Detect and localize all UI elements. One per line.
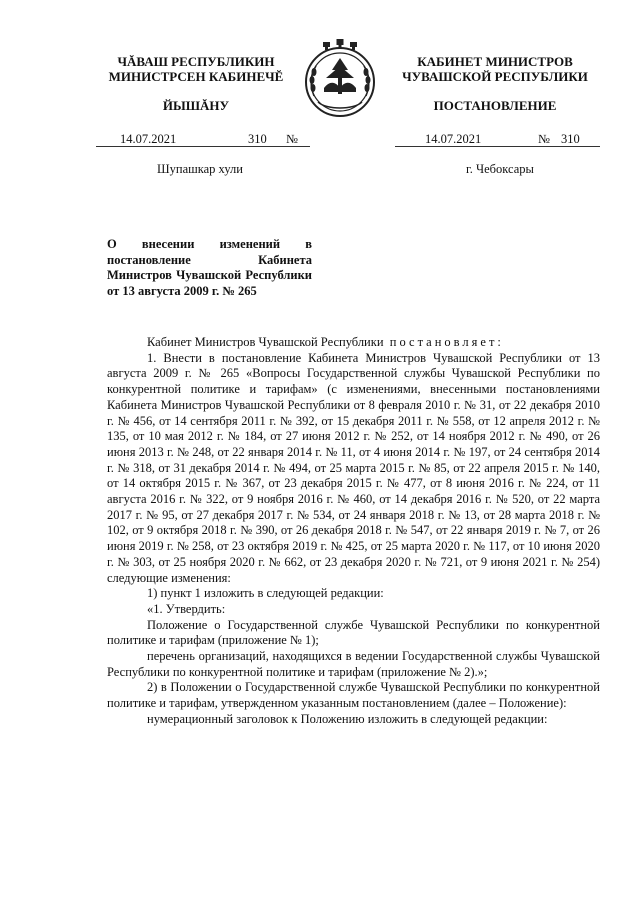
document-body [107, 335, 600, 728]
paragraph-2: 1) пункт 1 изложить в следующей редакции: [147, 586, 384, 601]
right-doctype: ПОСТАНОВЛЕНИЕ [433, 98, 557, 113]
right-org-name [390, 54, 600, 84]
intro-text: Кабинет Министров Чувашской Республики [147, 335, 384, 349]
left-org-line1: ЧĂВАШ РЕСПУБЛИКИН [117, 54, 275, 69]
right-org-line2: ЧУВАШСКОЙ РЕСПУБЛИКИ [402, 69, 588, 84]
paragraph-7: нумерационный заголовок к Положению изложить в следующей редакции: [147, 711, 548, 726]
document-title: О внесении изменений в постановление Кабинета Министров Чувашской Республики от 13 августа 2009 г. № 265 [107, 237, 312, 298]
paragraph-4: Положение о Государственной службе Чувашской Республики по конкурентной политике и тарифам (приложение № 1); [107, 617, 600, 648]
intro-verb: постановляет: [389, 335, 504, 349]
right-city: г. Чебоксары [466, 162, 534, 176]
right-number: 310 [561, 132, 580, 146]
left-date: 14.07.2021 [120, 132, 177, 146]
right-date: 14.07.2021 [425, 132, 482, 146]
paragraph-3: «1. Утвердить: [147, 601, 226, 616]
left-date-number-line [96, 132, 310, 147]
left-org-name [96, 54, 296, 84]
left-number: 310 [248, 132, 267, 146]
paragraph-1: 1. Внести в постановление Кабинета Министров Чувашской Республики от 13 августа 2009 г. № 265 «Вопросы Государственной службы Чувашской Республики по конкурентной политике и тарифам» (с изменениями, внесенными постановлениями Кабинета Министров Чувашской Республики от 8 февраля 2010 г. № 31, от 22 декабря 2010 г. № 456, от 14 сентября 2011 г. № 392, от 15 декабря 2011 г. № 558, от 12 апреля 2012 г. № 135, от 10 мая 2012 г. № 184, от 27 июня 2012 г. № 252, от 14 ноября 2012 г. № 490, от 26 июня 2013 г. № 248, от 22 января 2014 г. № 11, от 4 июня 2014 г. № 197, от 24 сентября 2014 г. № 318, от 31 декабря 2014 г. № 494, от 25 марта 2015 г. № 85, от 22 апреля 2015 г. № 140, от 14 октября 2015 г. № 367, от 23 декабря 2015 г. № 477, от 8 июня 2016 г. № 224, от 11 августа 2016 г. № 322, от 9 ноября 2016 г. № 460, от 14 декабря 2016 г. № 520, от 22 марта 2017 г. № 95, от 27 декабря 2017 г. № 534, от 24 января 2018 г. № 13, от 28 марта 2018 г. № 102, от 9 октября 2018 г. № 390, от 26 декабря 2018 г. № 547, от 22 января 2019 г. № 7, от 26 июня 2019 г. № 258, от 23 октября 2019 г. № 425, от 25 марта 2020 г. № 117, от 10 июня 2020 г. № 303, от 25 ноября 2020 г. № 662, от 23 декабря 2020 г. № 721, от 9 июня 2021 г. № 254) следующие изменения: [107, 350, 600, 585]
paragraph-5: перечень организаций, находящихся в ведении Государственной службы Чувашской Республики по конкурентной политике и тарифам (приложение № 2).»; [107, 649, 600, 679]
chuvash-emblem-icon [296, 36, 384, 124]
left-city: Шупашкар хули [157, 162, 243, 176]
intro-line [107, 335, 600, 351]
paragraph-6: 2) в Положении о Государственной службе Чувашской Республики по конкурентной политике и тарифам, утвержденном указанным постановлением (далее – Положение): [107, 680, 600, 711]
left-org-line2: МИНИСТРСЕН КАБИНЕЧĔ [108, 69, 284, 84]
left-no-sign: № [286, 132, 298, 146]
right-no-sign: № [538, 132, 550, 146]
left-doctype: ЙЫШĂНУ [162, 98, 230, 113]
right-org-line1: КАБИНЕТ МИНИСТРОВ [417, 54, 573, 69]
right-date-number-line [395, 132, 600, 147]
